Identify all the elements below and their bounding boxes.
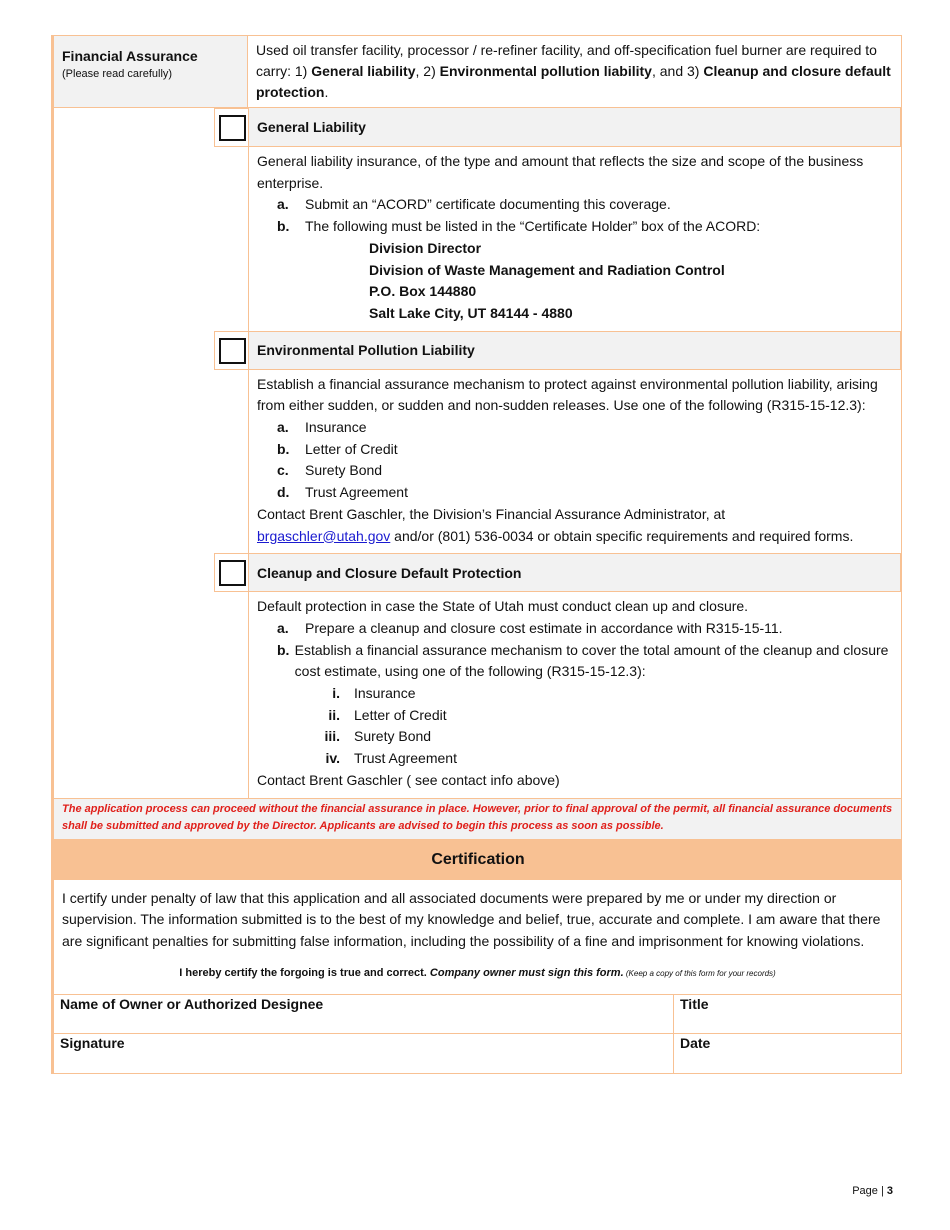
page-footer [852,1185,893,1197]
sub-list-item [257,748,893,770]
list-marker: iii. [324,728,340,745]
list-marker: c. [277,462,289,479]
certification-statement: I certify under penalty of law that this application and all associated documents were prepared by me or under my direction or supervision. The information submitted is to the best of my knowledge and belief, true, accurate and complete. I am aware that there are significant penalties for submitting false information, including the possibility of a fine and imprisonment for knowing violations. [62,889,881,949]
cleanup-heading: Cleanup and Closure Default Protection [248,553,901,592]
contact-line [257,526,893,548]
date-label: Date [680,1035,711,1052]
cleanup-checkbox-cell [214,553,249,592]
page-number: 3 [886,1185,893,1197]
list-text: Trust Agreement [354,750,457,767]
owner-name-label: Name of Owner or Authorized Designee [60,996,324,1013]
list-marker: b. [277,641,290,658]
signature-date-row [51,1034,902,1074]
financial-assurance-sublabel: (Please read carefully) [62,68,173,80]
address-line: Division Director [369,239,482,256]
financial-assurance-label: Financial Assurance [62,48,198,64]
intro-text: Used oil transfer facility, processor / re-refiner facility, and off-specification fuel burner are required to carry: 1) [256,42,877,79]
certify-text: I hereby certify the forgoing is true and correct. [179,966,430,979]
list-marker: a. [277,419,289,436]
list-marker: i. [332,685,340,702]
list-item [257,417,893,439]
pollution-liability-checkbox[interactable] [219,338,246,364]
signature-label: Signature [60,1035,125,1052]
intro-bold-pollution: Environmental pollution liability [439,63,652,79]
list-item [257,216,893,238]
cleanup-section [51,553,902,797]
intro-text: , and 3) [651,63,704,79]
address-line: P.O. Box 144880 [369,283,477,300]
pollution-liability-section [51,331,902,554]
general-liability-section [51,108,902,331]
list-item [257,640,893,683]
page-label: Page [852,1185,878,1197]
page-separator: | [880,1185,884,1197]
address-line: Division of Waste Management and Radiation Control [369,261,725,278]
contact-text: and/or (801) 536-0034 or obtain specific requirements and required forms. [390,527,854,544]
list-text: Letter of Credit [305,440,398,457]
address-line: Salt Lake City, UT 84144 - 4880 [369,304,573,321]
list-text: Prepare a cleanup and closure cost estimate in accordance with R315-15-11. [305,619,783,636]
cleanup-checkbox[interactable] [219,560,246,586]
list-text: Letter of Credit [354,706,447,723]
list-text: Trust Agreement [305,484,408,501]
general-liability-checkbox[interactable] [219,115,246,141]
general-liability-body [248,147,901,331]
signature-field[interactable] [54,1034,674,1073]
keep-copy-note: (Keep a copy of this form for your records) [623,968,776,978]
list-text: Surety Bond [354,728,432,745]
certification-title: Certification [51,840,902,880]
sub-list-item [257,705,893,727]
contact-text: Contact Brent Gaschler, the Division’s Financial Assurance Administrator, at [257,505,726,522]
general-liability-checkbox-cell [214,108,249,147]
list-marker: b. [277,440,290,457]
list-marker: d. [277,484,290,501]
intro-text: . [324,84,329,100]
financial-assurance-notice: The application process can proceed without the financial assurance in place. However, prior to final approval of the permit, all financial assurance documents shall be submitted and approved by the Director. Applicants are advised to begin this process as soon as possible. [51,798,902,840]
form-page [51,35,902,1074]
title-field[interactable] [674,995,901,1033]
certificate-holder-address [257,238,893,325]
list-marker: iv. [325,750,340,767]
list-marker: a. [277,619,289,636]
intro-bold-cleanup: Cleanup and closure default protection [256,63,891,100]
list-text: Surety Bond [305,462,383,479]
financial-assurance-label-cell [54,36,248,107]
list-text: Establish a financial assurance mechanism to cover the total amount of the cleanup and closure cost estimate, using one of the following (R315-15-12.3): [294,641,889,680]
cleanup-body [248,592,901,797]
pollution-liability-text: Establish a financial assurance mechanism to protect against environmental pollution liability, arising from either sudden, or sudden and non-sudden releases. Use one of the following (R315-15-12.3): [257,375,878,414]
list-item [257,618,893,640]
list-item [257,439,893,461]
name-title-row [51,994,902,1034]
list-text: The following must be listed in the “Certificate Holder” box of the ACORD: [305,218,761,235]
list-marker: ii. [328,706,340,723]
title-label: Title [680,996,709,1013]
sub-list-item [257,726,893,748]
cleanup-contact: Contact Brent Gaschler ( see contact info above) [257,771,560,788]
list-text: Insurance [305,419,367,436]
list-text: Submit an “ACORD” certificate documenting this coverage. [305,196,671,213]
financial-assurance-intro [248,36,901,107]
list-marker: b. [277,218,290,235]
pollution-liability-heading: Environmental Pollution Liability [248,331,901,370]
list-item [257,482,893,504]
sub-list-item [257,683,893,705]
general-liability-heading: General Liability [248,108,901,147]
owner-name-field[interactable] [54,995,674,1033]
list-marker: a. [277,196,289,213]
cleanup-text: Default protection in case the State of Utah must conduct clean up and closure. [257,598,749,615]
certification-line [62,963,893,985]
pollution-liability-body [248,370,901,554]
date-field[interactable] [674,1034,901,1073]
list-item [257,194,893,216]
list-text: Insurance [354,685,416,702]
financial-assurance-row [51,35,902,108]
pollution-liability-checkbox-cell [214,331,249,370]
owner-sign-text: Company owner must sign this form. [429,966,624,979]
general-liability-text: General liability insurance, of the type and amount that reflects the size and scope of the business enterprise. [257,153,864,191]
list-item [257,460,893,482]
email-link[interactable]: brgaschler@utah.gov [257,527,391,544]
certification-body [51,880,902,995]
intro-text: , 2) [415,63,440,79]
intro-bold-general: General liability [311,63,416,79]
